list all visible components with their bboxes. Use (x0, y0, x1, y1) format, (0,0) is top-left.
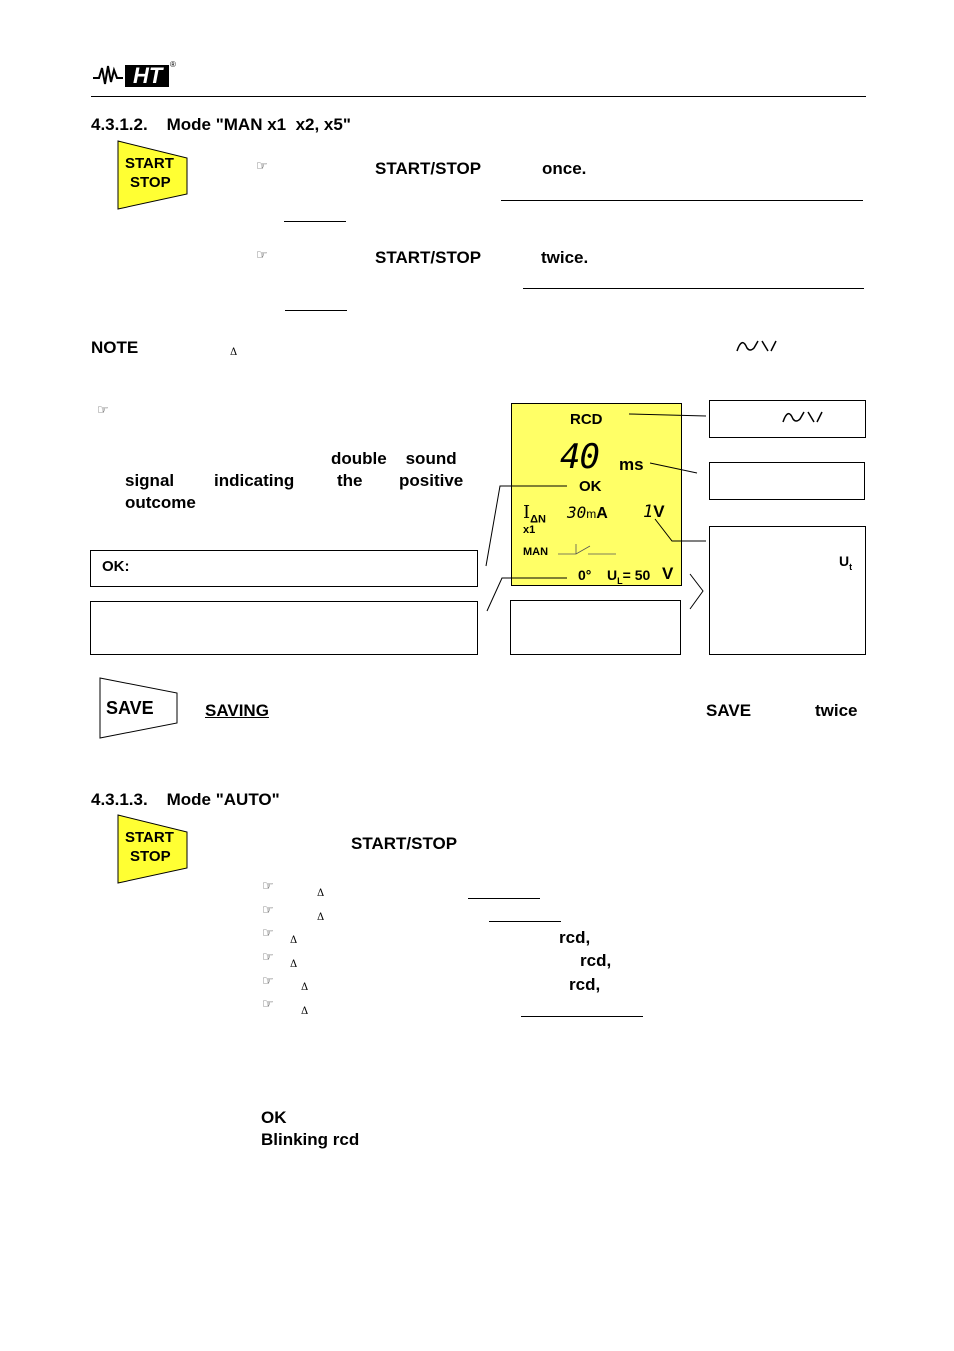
delta-symbol: Δ (317, 888, 325, 899)
callout-box-middle (510, 600, 681, 655)
delta-symbol: Δ (230, 347, 238, 358)
section-heading-man: 4.3.1.2. Mode "MAN x1 x2, x5" (91, 115, 351, 134)
start-stop-key (117, 814, 189, 884)
lcd-ul-unit: V (662, 564, 674, 583)
pointing-hand-icon: ☞ (262, 997, 274, 1012)
half-wave-icon (736, 338, 780, 354)
underline (468, 898, 540, 899)
underline (521, 1016, 643, 1017)
underline (523, 288, 864, 289)
rcd-label-1: rcd, (559, 928, 591, 947)
callout-box-waveform (709, 400, 866, 438)
lcd-current: 30mA (567, 503, 608, 522)
pointing-hand-icon: ☞ (262, 974, 274, 989)
lcd-voltage: 1V (643, 502, 665, 522)
key-label-start: START (125, 829, 174, 846)
underline (284, 221, 346, 222)
twice-word: twice (815, 701, 858, 720)
ut-label: $U_t$ (839, 553, 853, 572)
pointing-hand-icon: ☞ (256, 159, 268, 174)
lcd-switch-icon (558, 542, 618, 556)
pointing-hand-icon: ☞ (262, 950, 274, 965)
half-wave-icon (782, 409, 826, 425)
auto-start-stop: START/STOP (351, 834, 458, 853)
note-label: NOTE (91, 338, 139, 357)
key-label-stop: STOP (130, 848, 171, 865)
pointing-hand-icon: ☞ (97, 403, 109, 418)
callout-box-voltage (709, 526, 866, 655)
sound-line1: double sound (331, 449, 457, 468)
start-stop-key (117, 140, 189, 210)
step2-key: START/STOP (375, 248, 482, 267)
delta-symbol: Δ (317, 912, 325, 923)
auto-ok: OK (261, 1108, 287, 1127)
underline (501, 200, 863, 201)
lcd-display (511, 403, 682, 586)
lcd-ok: OK (579, 478, 602, 495)
logo-registered: ® (170, 60, 176, 69)
pointing-hand-icon: ☞ (262, 879, 274, 894)
sound-word-positive: positive (399, 471, 464, 490)
lcd-rcd: RCD (570, 411, 603, 428)
header-rule (91, 96, 866, 97)
delta-symbol: Δ (301, 1006, 309, 1017)
step1-key: START/STOP (375, 159, 482, 178)
callout-box-left (90, 601, 478, 655)
lcd-angle: 0° (578, 567, 592, 583)
pointing-hand-icon: ☞ (256, 248, 268, 263)
pointing-hand-icon: ☞ (262, 926, 274, 941)
brand-logo (93, 62, 175, 90)
key-label-stop: STOP (130, 174, 171, 191)
delta-symbol: Δ (290, 959, 298, 970)
save-key (99, 677, 179, 739)
rcd-label-2: rcd, (580, 951, 612, 970)
lcd-i-label: $I_{\Delta N}$ (523, 502, 546, 526)
ok-callout-box (90, 550, 478, 587)
key-label-start: START (125, 155, 174, 172)
ok-callout-label: OK: (102, 558, 130, 575)
lcd-multiplier: x1 (523, 524, 536, 536)
pointing-hand-icon: ☞ (262, 903, 274, 918)
sound-word-the: the (337, 471, 363, 490)
lcd-man: MAN (523, 546, 549, 558)
sound-line3: outcome (125, 493, 196, 512)
logo-text: HT (133, 63, 163, 88)
callout-box-time (709, 462, 865, 500)
step1-tail: once. (542, 159, 587, 178)
delta-symbol: Δ (301, 982, 309, 993)
underline (489, 921, 561, 922)
saving-heading: SAVING (205, 701, 269, 720)
delta-symbol: Δ (290, 935, 298, 946)
lcd-ul: $U_L= 50$ (607, 567, 651, 586)
step2-tail: twice. (541, 248, 589, 267)
section-heading-auto: 4.3.1.3. Mode "AUTO" (91, 790, 280, 809)
save-word: SAVE (706, 701, 752, 720)
underline (285, 310, 347, 311)
lcd-time-unit: ms (619, 455, 644, 474)
rcd-label-3: rcd, (569, 975, 601, 994)
sound-word-indicating: indicating (214, 471, 295, 490)
auto-blinking-rcd: Blinking rcd (261, 1130, 360, 1149)
lcd-time-value: 40 (560, 437, 599, 477)
save-key-label: SAVE (106, 698, 154, 718)
sound-word-signal: signal (125, 471, 175, 490)
